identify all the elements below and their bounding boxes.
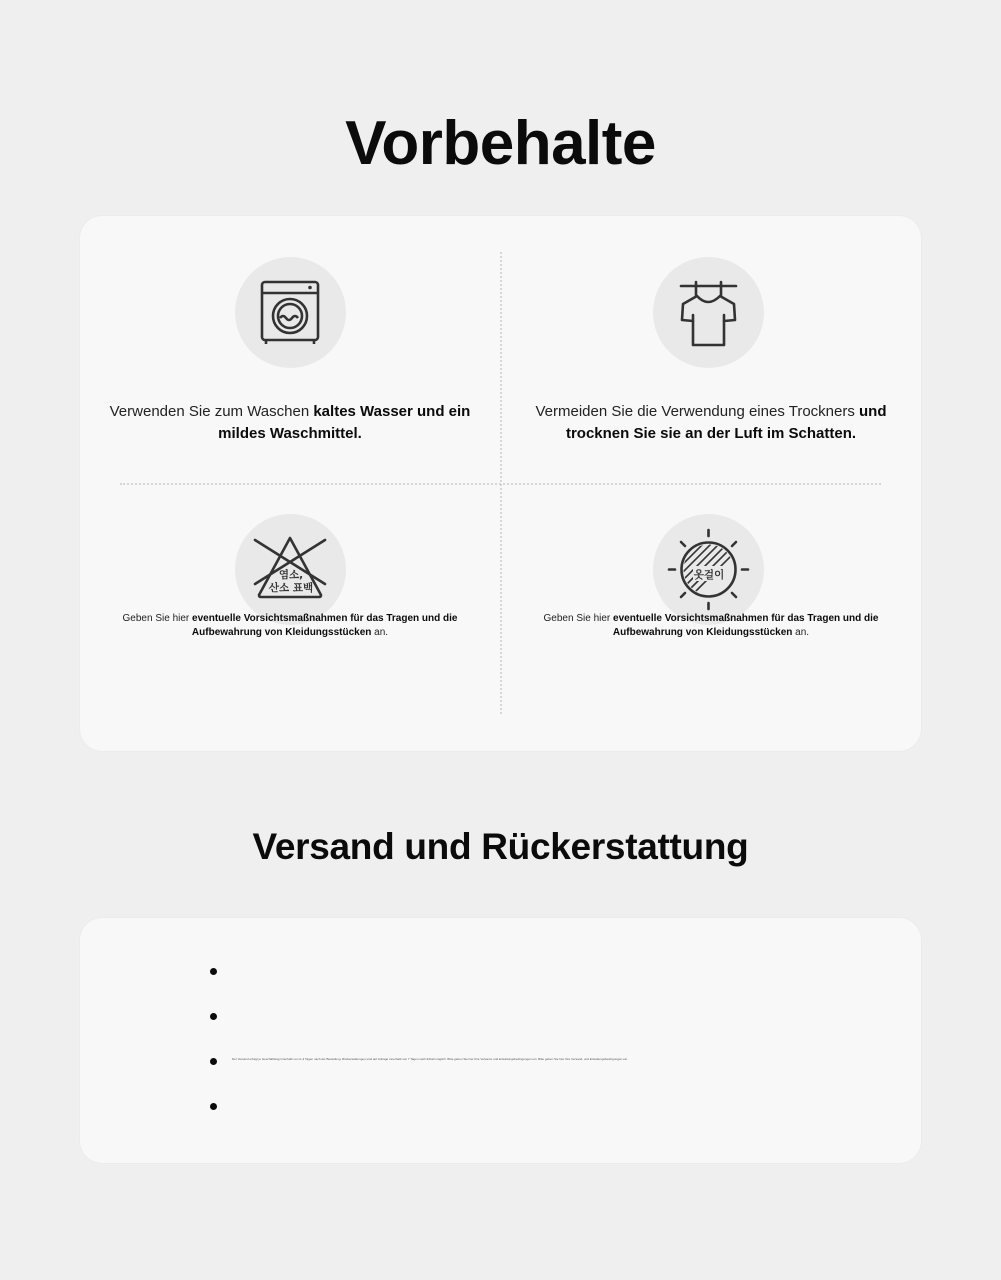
washing-machine-icon: [235, 257, 346, 368]
care-text-bold: kaltes Wasser und ein mildes Waschmittel.: [218, 403, 471, 442]
bullet-text: Der Versand erfolgt je Geschäftstag innerhalb von 2–3 Tagen nach der Bestellung. Rückerstattungen sind auf Anfrage innerhalb von 7 Tagen nach Erhalt möglich. Bitte geben Sie hier Ihre Versand- und Erstattungsbedingungen ein. Bitte geben Sie hier Ihre Versand- und Erstattungsbedingungen ein.: [232, 1057, 628, 1061]
care-text-plain: Verwenden Sie zum Waschen: [109, 403, 314, 420]
shipping-bullet-list: [210, 960, 628, 1140]
care-instructions-card: [80, 216, 921, 751]
care-text-plain: an.: [371, 627, 389, 638]
care-text-plain: an.: [792, 627, 810, 638]
no-bleach-icon: [235, 514, 346, 625]
icon-label: 산소 표백: [268, 582, 314, 594]
hanging-shirt-icon: [653, 257, 764, 368]
care-item-no-sun: [501, 485, 921, 751]
no-sun-icon: [653, 514, 764, 625]
care-text-plain: Geben Sie hier: [543, 613, 614, 624]
shipping-section-title: Versand und Rückerstattung: [252, 826, 749, 867]
list-item: [210, 1005, 232, 1050]
care-item-no-bleach: [80, 485, 500, 751]
care-text-bold: eventuelle Vorsichtsmaßnahmen für das Tragen und die Aufbewahrung von Kleidungsstücken: [612, 613, 879, 638]
care-item-drying: [501, 216, 921, 484]
list-item: [210, 960, 232, 1005]
list-item: [210, 1050, 628, 1095]
icon-label: 옷걸이: [693, 569, 725, 581]
care-text-bold: eventuelle Vorsichtsmaßnahmen für das Tragen und die Aufbewahrung von Kleidungsstücken: [191, 613, 458, 638]
shipping-card: [80, 918, 921, 1163]
care-text-plain: Geben Sie hier: [122, 613, 193, 624]
care-item-washing: [80, 216, 500, 484]
care-text-bold: und trocknen Sie sie an der Luft im Schatten.: [565, 403, 887, 442]
care-section-title: Vorbehalte: [345, 109, 656, 178]
list-item: [210, 1095, 232, 1140]
icon-label: 염소,: [278, 569, 304, 581]
care-text-plain: Vermeiden Sie die Verwendung eines Trockners: [535, 403, 860, 420]
